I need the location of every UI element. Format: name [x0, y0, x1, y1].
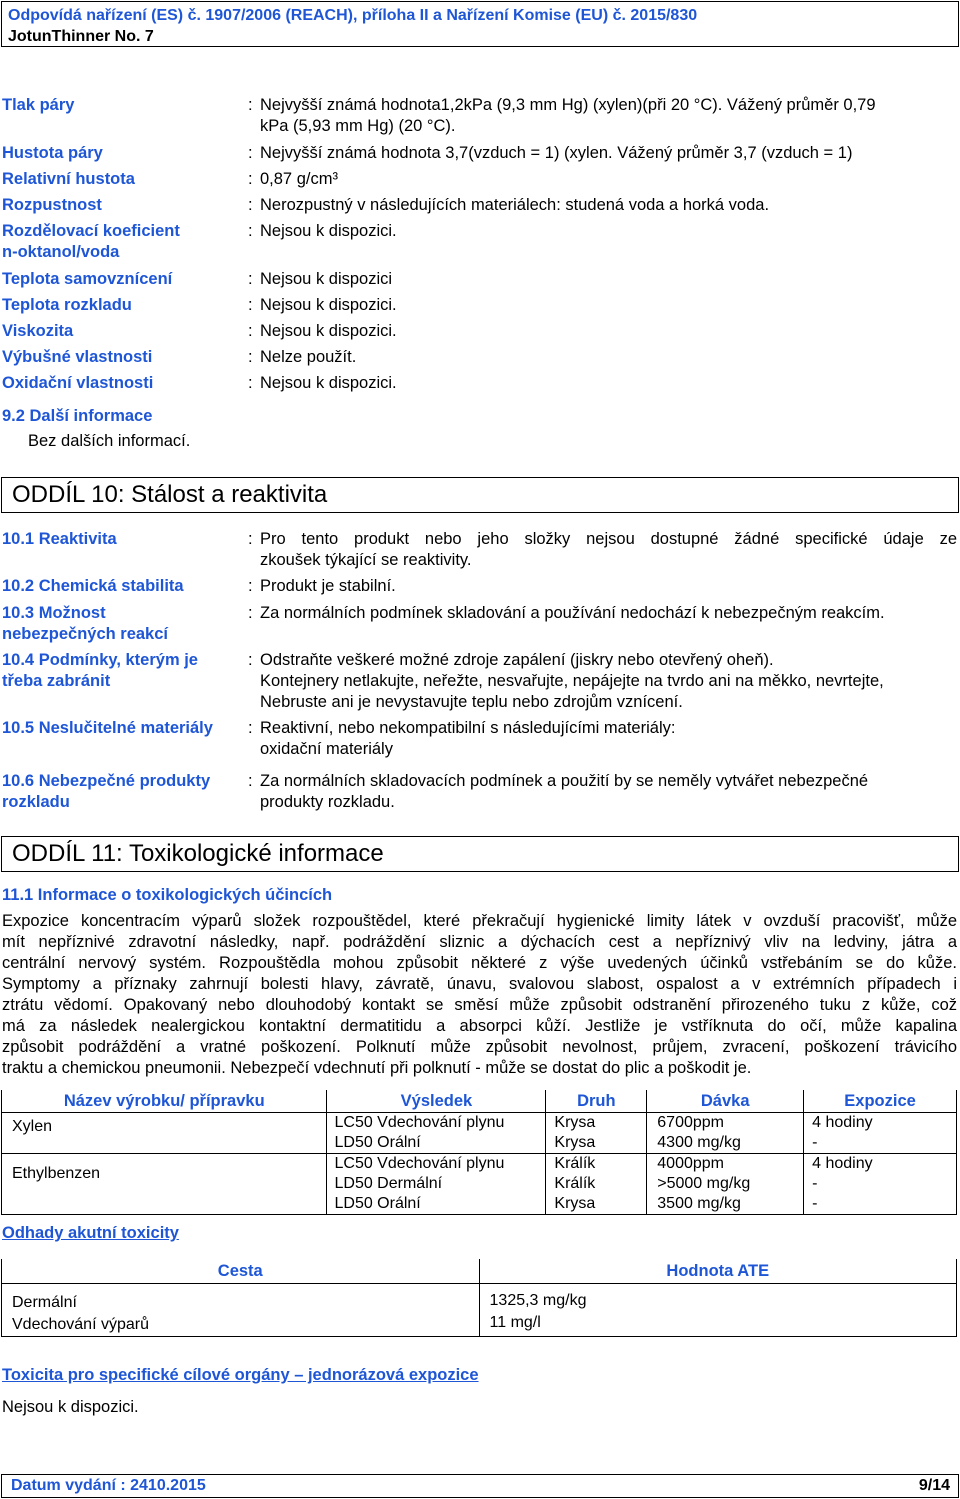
property-label: Oxidační vlastnosti	[2, 374, 154, 392]
subsection-title: 11.1 Informace o toxikologických účincích	[2, 886, 333, 904]
property-value: Nejsou k dispozici	[260, 270, 393, 288]
section-title: ODDÍL 11: Toxikologické informace	[12, 840, 384, 867]
issue-date: Datum vydání : 2410.2015	[11, 1477, 206, 1494]
table-header-row	[2, 1090, 957, 1113]
property-label: Teplota samovznícení	[2, 270, 173, 288]
column-header: Cesta	[2, 1259, 480, 1284]
species-cell: Králík Králík Krysa	[546, 1154, 647, 1215]
property-label: Relativní hustota	[2, 170, 135, 188]
property-label-cont: n-oktanol/voda	[2, 243, 120, 261]
property-value: Nelze použít.	[260, 348, 357, 366]
property-label: Rozdělovací koeficient	[2, 222, 180, 240]
property-label: Rozpustnost	[2, 196, 102, 214]
toxicity-table	[1, 1090, 957, 1215]
result-cell: LC50 Vdechování plynu LD50 Dermální LD50 Orální	[327, 1154, 546, 1215]
column-header: Výsledek	[327, 1090, 546, 1113]
species-cell: Krysa Krysa	[546, 1113, 647, 1154]
item-value: Za normálních skladovacích podmínek a použití by se neměly vytvářet nebezpečné	[260, 772, 869, 790]
exposure-cell: 4 hodiny - -	[804, 1154, 957, 1215]
item-label-cont: nebezpečných reakcí	[2, 625, 168, 643]
item-label: 10.4 Podmínky, kterým je	[2, 651, 198, 669]
item-label: 10.1 Reaktivita	[2, 530, 117, 548]
property-value: Nejsou k dispozici.	[260, 222, 397, 240]
column-header: Expozice	[804, 1090, 957, 1113]
route-cell: Dermální Vdechování výparů	[2, 1284, 480, 1337]
column-header: Hodnota ATE	[479, 1259, 956, 1284]
section-10-header	[1, 477, 959, 513]
property-label: Hustota páry	[2, 144, 103, 162]
property-label: Tlak páry	[2, 96, 75, 114]
item-label: 10.6 Nebezpečné produkty	[2, 772, 211, 790]
item-label-cont: rozkladu	[2, 793, 70, 811]
document-header	[1, 1, 959, 47]
page-number: 9/14	[918, 1477, 950, 1494]
item-value-cont: zkoušek týkající se reaktivity.	[260, 551, 472, 569]
item-value: Za normálních podmínek skladování a používání nedochází k nebezpečným reakcím.	[260, 604, 885, 622]
section-title: ODDÍL 10: Stálost a reaktivita	[12, 481, 328, 508]
item-value: Produkt je stabilní.	[260, 577, 396, 595]
stot-text: Nejsou k dispozici.	[2, 1398, 139, 1416]
property-label: Teplota rozkladu	[2, 296, 132, 314]
item-label: 10.5 Neslučitelné materiály	[2, 719, 213, 737]
property-value: Nejsou k dispozici.	[260, 374, 397, 392]
ate-value-cell: 1325,3 mg/kg 11 mg/l	[479, 1284, 956, 1337]
product-cell: Ethylbenzen	[2, 1154, 327, 1215]
table-header-row	[2, 1259, 957, 1284]
property-value: Nejvyšší známá hodnota1,2kPa (9,3 mm Hg) (xylen)(při 20 °C). Vážený průměr 0,79	[260, 96, 876, 114]
item-value: Pro tento produkt nebo jeho složky nejsou dostupné žádné specifické údaje ze	[260, 530, 957, 548]
section-11-header	[1, 836, 959, 872]
subsection-title: 9.2 Další informace	[2, 407, 153, 425]
table-row	[2, 1154, 957, 1215]
product-cell: Xylen	[2, 1113, 327, 1154]
table-row	[2, 1113, 957, 1154]
stot-title: Toxicita pro specifické cílové orgány – jednorázová expozice	[2, 1366, 479, 1384]
subsection-text: Bez dalších informací.	[28, 432, 191, 450]
property-value: Nerozpustný v následujících materiálech: studená voda a horká voda.	[260, 196, 770, 214]
regulation-line: Odpovídá nařízení (ES) č. 1907/2006 (REACH), příloha II a Nařízení Komise (EU) č. 2015/830	[8, 7, 698, 24]
item-value-cont: oxidační materiály	[260, 740, 393, 758]
column-header: Druh	[546, 1090, 647, 1113]
item-label-cont: třeba zabránit	[2, 672, 111, 690]
property-value: Nejvyšší známá hodnota 3,7(vzduch = 1) (xylen. Vážený průměr 3,7 (vzduch = 1)	[260, 144, 853, 162]
item-value-cont: Kontejnery netlakujte, neřežte, nesvařujte, nepájejte na tvrdo ani na měkko, nevrtejte,	[260, 672, 884, 690]
property-value: Nejsou k dispozici.	[260, 296, 397, 314]
item-value-cont: Nebruste ani je nevystavujte teplu nebo zdrojům vznícení.	[260, 693, 683, 711]
product-name: JotunThinner No. 7	[8, 28, 154, 45]
item-value-cont: produkty rozkladu.	[260, 793, 395, 811]
dose-cell: 6700ppm 4300 mg/kg	[647, 1113, 804, 1154]
property-value-cont: kPa (5,93 mm Hg) (20 °C).	[260, 117, 456, 135]
document-footer	[1, 1474, 959, 1498]
item-value: Odstraňte veškeré možné zdroje zapálení (jiskry nebo otevřený oheň).	[260, 651, 774, 669]
property-label: Výbušné vlastnosti	[2, 348, 153, 366]
ate-table	[1, 1259, 957, 1337]
exposure-cell: 4 hodiny -	[804, 1113, 957, 1154]
property-value: Nejsou k dispozici.	[260, 322, 397, 340]
dose-cell: 4000ppm >5000 mg/kg 3500 mg/kg	[647, 1154, 804, 1215]
item-label: 10.2 Chemická stabilita	[2, 577, 184, 595]
table-row	[2, 1284, 957, 1337]
property-label: Viskozita	[2, 322, 74, 340]
item-label: 10.3 Možnost	[2, 604, 106, 622]
column-header: Název výrobku/ přípravku	[2, 1090, 327, 1113]
result-cell: LC50 Vdechování plynu LD50 Orální	[327, 1113, 546, 1154]
ate-title: Odhady akutní toxicity	[2, 1224, 179, 1242]
column-header: Dávka	[647, 1090, 804, 1113]
property-value: 0,87 g/cm³	[260, 170, 338, 188]
item-value: Reaktivní, nebo nekompatibilní s následujícími materiály:	[260, 719, 676, 737]
